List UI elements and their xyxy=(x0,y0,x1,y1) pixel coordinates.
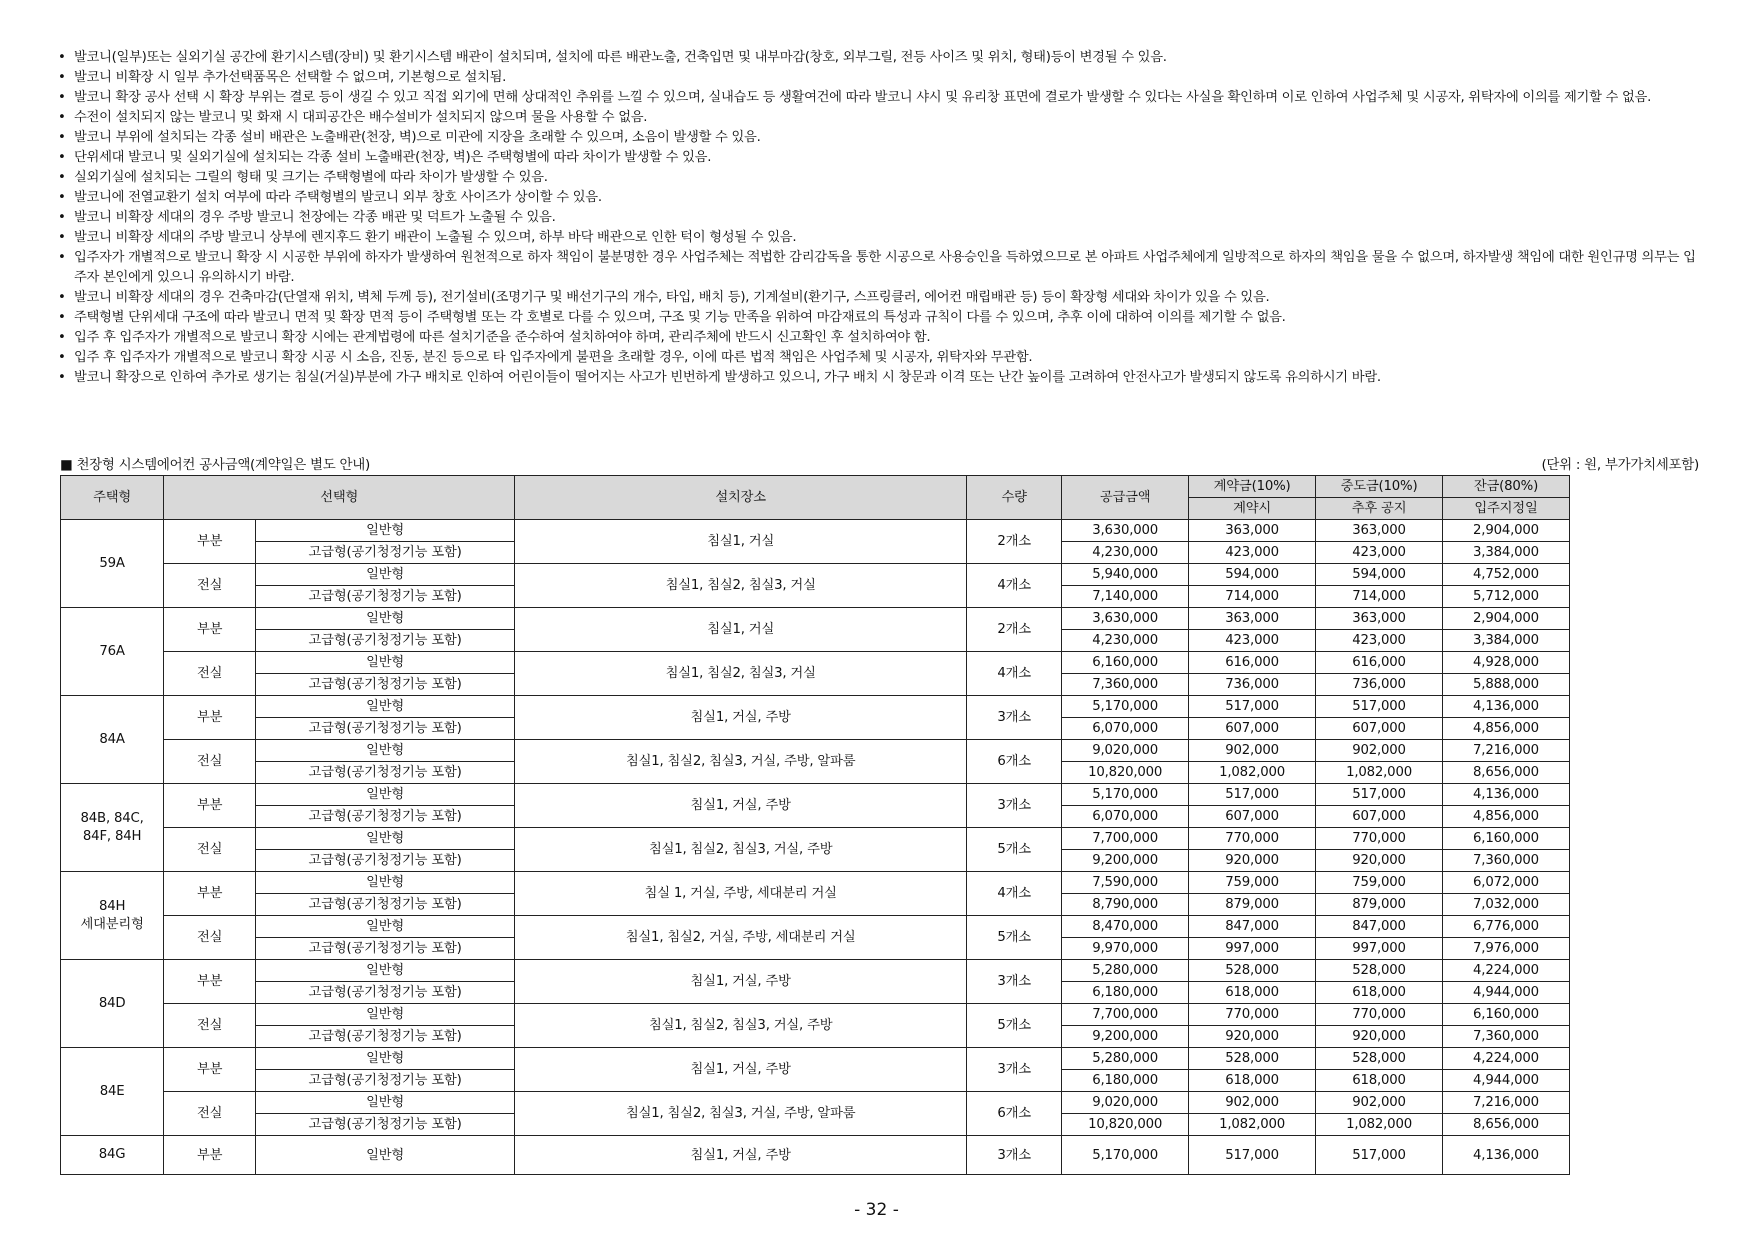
supply-cell: 10,820,000 xyxy=(1062,1114,1189,1136)
grade-cell: 고급형(공기청정기능 포함) xyxy=(256,674,515,696)
scope-cell: 전실 xyxy=(164,564,256,608)
interim-cell: 920,000 xyxy=(1316,1026,1443,1048)
deposit-cell: 517,000 xyxy=(1189,784,1316,806)
supply-cell: 6,070,000 xyxy=(1062,718,1189,740)
note-item xyxy=(58,88,1708,108)
deposit-cell: 997,000 xyxy=(1189,938,1316,960)
supply-cell: 7,700,000 xyxy=(1062,828,1189,850)
deposit-cell: 517,000 xyxy=(1189,696,1316,718)
deposit-cell: 594,000 xyxy=(1189,564,1316,586)
balance-cell: 7,032,000 xyxy=(1443,894,1570,916)
supply-cell: 6,070,000 xyxy=(1062,806,1189,828)
grade-cell: 일반형 xyxy=(256,1136,515,1175)
grade-cell: 고급형(공기청정기능 포함) xyxy=(256,630,515,652)
deposit-cell: 902,000 xyxy=(1189,1092,1316,1114)
balance-cell: 5,712,000 xyxy=(1443,586,1570,608)
location-cell: 침실1, 거실 xyxy=(515,520,967,564)
supply-cell: 5,280,000 xyxy=(1062,1048,1189,1070)
bullet-icon: • xyxy=(58,310,66,325)
location-cell: 침실1, 거실, 주방 xyxy=(515,784,967,828)
qty-cell: 6개소 xyxy=(967,740,1062,784)
grade-cell: 일반형 xyxy=(256,696,515,718)
balance-cell: 6,776,000 xyxy=(1443,916,1570,938)
qty-cell: 4개소 xyxy=(967,564,1062,608)
grade-cell: 고급형(공기청정기능 포함) xyxy=(256,938,515,960)
balance-cell: 7,360,000 xyxy=(1443,850,1570,872)
interim-cell: 770,000 xyxy=(1316,1004,1443,1026)
scope-cell: 부분 xyxy=(164,960,256,1004)
qty-cell: 5개소 xyxy=(967,1004,1062,1048)
deposit-cell: 423,000 xyxy=(1189,630,1316,652)
supply-cell: 5,170,000 xyxy=(1062,696,1189,718)
note-item xyxy=(58,348,1708,368)
location-cell: 침실1, 거실, 주방 xyxy=(515,696,967,740)
balance-cell: 5,888,000 xyxy=(1443,674,1570,696)
supply-cell: 6,160,000 xyxy=(1062,652,1189,674)
balance-cell: 4,136,000 xyxy=(1443,784,1570,806)
interim-cell: 879,000 xyxy=(1316,894,1443,916)
scope-cell: 부분 xyxy=(164,696,256,740)
deposit-cell: 607,000 xyxy=(1189,806,1316,828)
scope-cell: 전실 xyxy=(164,652,256,696)
deposit-cell: 528,000 xyxy=(1189,960,1316,982)
note-item xyxy=(58,308,1708,328)
bullet-icon: • xyxy=(58,130,66,145)
location-cell: 침실1, 침실2, 거실, 주방, 세대분리 거실 xyxy=(515,916,967,960)
supply-cell: 7,590,000 xyxy=(1062,872,1189,894)
note-text: 발코니 비확장 세대의 주방 발코니 상부에 렌지후드 환기 배관이 노출될 수 있으며, 하부 바닥 배관으로 인한 턱이 형성될 수 있음. xyxy=(74,230,797,245)
bullet-icon: • xyxy=(58,70,66,85)
scope-cell: 부분 xyxy=(164,608,256,652)
qty-cell: 3개소 xyxy=(967,960,1062,1004)
grade-cell: 고급형(공기청정기능 포함) xyxy=(256,1114,515,1136)
note-text: 단위세대 발코니 및 실외기실에 설치되는 각종 설비 노출배관(천장, 벽)은 주택형별에 따라 차이가 발생할 수 있음. xyxy=(74,150,712,165)
table-row xyxy=(61,740,1697,762)
supply-cell: 7,700,000 xyxy=(1062,1004,1189,1026)
interim-cell: 902,000 xyxy=(1316,740,1443,762)
header-type: 주택형 xyxy=(61,476,164,520)
scope-cell: 전실 xyxy=(164,828,256,872)
grade-cell: 고급형(공기청정기능 포함) xyxy=(256,542,515,564)
grade-cell: 고급형(공기청정기능 포함) xyxy=(256,850,515,872)
balance-cell: 4,224,000 xyxy=(1443,960,1570,982)
house-type-cell: 84A xyxy=(61,696,164,784)
location-cell: 침실 1, 거실, 주방, 세대분리 거실 xyxy=(515,872,967,916)
deposit-cell: 759,000 xyxy=(1189,872,1316,894)
grade-cell: 일반형 xyxy=(256,520,515,542)
note-item xyxy=(58,188,1708,208)
supply-cell: 7,360,000 xyxy=(1062,674,1189,696)
deposit-cell: 618,000 xyxy=(1189,1070,1316,1092)
scope-cell: 전실 xyxy=(164,740,256,784)
scope-cell: 부분 xyxy=(164,784,256,828)
supply-cell: 6,180,000 xyxy=(1062,982,1189,1004)
qty-cell: 2개소 xyxy=(967,608,1062,652)
header-option: 선택형 xyxy=(164,476,515,520)
interim-cell: 736,000 xyxy=(1316,674,1443,696)
header-qty: 수량 xyxy=(967,476,1062,520)
table-row xyxy=(61,1048,1697,1070)
balance-cell: 4,136,000 xyxy=(1443,696,1570,718)
table-row xyxy=(61,608,1697,630)
supply-cell: 6,180,000 xyxy=(1062,1070,1189,1092)
qty-cell: 5개소 xyxy=(967,828,1062,872)
grade-cell: 일반형 xyxy=(256,608,515,630)
interim-cell: 847,000 xyxy=(1316,916,1443,938)
deposit-cell: 363,000 xyxy=(1189,608,1316,630)
table-row xyxy=(61,828,1697,850)
deposit-cell: 618,000 xyxy=(1189,982,1316,1004)
header-interim-when: 추후 공지 xyxy=(1316,498,1443,520)
bullet-icon: • xyxy=(58,110,66,125)
header-interim: 중도금(10%) xyxy=(1316,476,1443,498)
deposit-cell: 902,000 xyxy=(1189,740,1316,762)
balance-cell: 7,360,000 xyxy=(1443,1026,1570,1048)
balance-cell: 4,752,000 xyxy=(1443,564,1570,586)
supply-cell: 10,820,000 xyxy=(1062,762,1189,784)
grade-cell: 고급형(공기청정기능 포함) xyxy=(256,806,515,828)
interim-cell: 902,000 xyxy=(1316,1092,1443,1114)
bullet-icon: • xyxy=(58,90,66,105)
grade-cell: 일반형 xyxy=(256,1092,515,1114)
table-row xyxy=(61,652,1697,674)
location-cell: 침실1, 침실2, 침실3, 거실, 주방, 알파룸 xyxy=(515,1092,967,1136)
aircon-price-table xyxy=(60,475,1697,1175)
note-text: 발코니 비확장 시 일부 추가선택품목은 선택할 수 없으며, 기본형으로 설치됨. xyxy=(74,70,507,85)
location-cell: 침실1, 침실2, 침실3, 거실, 주방 xyxy=(515,828,967,872)
bullet-icon: • xyxy=(58,170,66,185)
scope-cell: 전실 xyxy=(164,1004,256,1048)
interim-cell: 770,000 xyxy=(1316,828,1443,850)
notes-list xyxy=(58,48,1708,388)
location-cell: 침실1, 침실2, 침실3, 거실 xyxy=(515,652,967,696)
supply-cell: 3,630,000 xyxy=(1062,608,1189,630)
deposit-cell: 920,000 xyxy=(1189,850,1316,872)
grade-cell: 일반형 xyxy=(256,1048,515,1070)
interim-cell: 920,000 xyxy=(1316,850,1443,872)
grade-cell: 고급형(공기청정기능 포함) xyxy=(256,982,515,1004)
supply-cell: 5,940,000 xyxy=(1062,564,1189,586)
supply-cell: 9,020,000 xyxy=(1062,1092,1189,1114)
grade-cell: 고급형(공기청정기능 포함) xyxy=(256,762,515,784)
grade-cell: 일반형 xyxy=(256,652,515,674)
bullet-icon: • xyxy=(58,350,66,365)
balance-cell: 4,928,000 xyxy=(1443,652,1570,674)
grade-cell: 고급형(공기청정기능 포함) xyxy=(256,586,515,608)
supply-cell: 5,170,000 xyxy=(1062,1136,1189,1175)
location-cell: 침실1, 침실2, 침실3, 거실, 주방, 알파룸 xyxy=(515,740,967,784)
location-cell: 침실1, 침실2, 침실3, 거실, 주방 xyxy=(515,1004,967,1048)
scope-cell: 부분 xyxy=(164,1048,256,1092)
note-text: 주택형별 단위세대 구조에 따라 발코니 면적 및 확장 면적 등이 주택형별 또는 각 호별로 다를 수 있으며, 구조 및 기능 만족을 위하여 마감재료의 특성과 규칙이 다를 수 있으며, 추후 이에 대하여 이의를 제기할 수 없음. xyxy=(74,310,1286,325)
header-supply: 공급금액 xyxy=(1062,476,1189,520)
grade-cell: 일반형 xyxy=(256,872,515,894)
bullet-icon: • xyxy=(58,50,66,65)
note-text: 발코니 비확장 세대의 경우 건축마감(단열재 위치, 벽체 두께 등), 전기설비(조명기구 및 배선기구의 개수, 타입, 배치 등), 기계설비(환기구, 스프링클러, 에어컨 매립배관 등) 등이 확장형 세대와 차이가 있을 수 있음. xyxy=(74,290,1270,305)
interim-cell: 714,000 xyxy=(1316,586,1443,608)
interim-cell: 363,000 xyxy=(1316,520,1443,542)
section-title: ■ 천장형 시스템에어컨 공사금액(계약일은 별도 안내) xyxy=(60,457,370,473)
deposit-cell: 607,000 xyxy=(1189,718,1316,740)
note-item xyxy=(58,148,1708,168)
supply-cell: 4,230,000 xyxy=(1062,630,1189,652)
grade-cell: 고급형(공기청정기능 포함) xyxy=(256,1026,515,1048)
grade-cell: 고급형(공기청정기능 포함) xyxy=(256,1070,515,1092)
scope-cell: 부분 xyxy=(164,520,256,564)
note-text: 실외기실에 설치되는 그릴의 형태 및 크기는 주택형별에 따라 차이가 발생할 수 있음. xyxy=(74,170,548,185)
interim-cell: 423,000 xyxy=(1316,542,1443,564)
balance-cell: 4,944,000 xyxy=(1443,1070,1570,1092)
bullet-icon: • xyxy=(58,330,66,345)
interim-cell: 1,082,000 xyxy=(1316,762,1443,784)
supply-cell: 9,200,000 xyxy=(1062,850,1189,872)
table-row xyxy=(61,784,1697,806)
note-text: 발코니 확장 공사 선택 시 확장 부위는 결로 등이 생길 수 있고 직접 외기에 면해 상대적인 추위를 느낄 수 있으며, 실내습도 등 생활여건에 따라 발코니 샤시 및 유리창 표면에 결로가 발생할 수 있다는 사실을 확인하며 이로 인하여 사업주체 및 시공자, 위탁자에 이의를 제기할 수 없음. xyxy=(74,90,1652,105)
balance-cell: 4,136,000 xyxy=(1443,1136,1570,1175)
supply-cell: 8,790,000 xyxy=(1062,894,1189,916)
balance-cell: 7,216,000 xyxy=(1443,740,1570,762)
balance-cell: 8,656,000 xyxy=(1443,762,1570,784)
table-header xyxy=(61,476,1697,520)
balance-cell: 3,384,000 xyxy=(1443,542,1570,564)
page-number: - 32 - xyxy=(854,1200,899,1220)
balance-cell: 2,904,000 xyxy=(1443,520,1570,542)
deposit-cell: 879,000 xyxy=(1189,894,1316,916)
balance-cell: 7,976,000 xyxy=(1443,938,1570,960)
note-item xyxy=(58,168,1708,188)
note-item xyxy=(58,48,1708,68)
grade-cell: 고급형(공기청정기능 포함) xyxy=(256,894,515,916)
note-text: 발코니에 전열교환기 설치 여부에 따라 주택형별의 발코니 외부 창호 사이즈가 상이할 수 있음. xyxy=(74,190,602,205)
house-type-cell: 84D xyxy=(61,960,164,1048)
house-type-cell: 84H 세대분리형 xyxy=(61,872,164,960)
header-balance: 잔금(80%) xyxy=(1443,476,1570,498)
note-item xyxy=(58,208,1708,228)
interim-cell: 423,000 xyxy=(1316,630,1443,652)
qty-cell: 3개소 xyxy=(967,784,1062,828)
note-item xyxy=(58,248,1708,288)
grade-cell: 고급형(공기청정기능 포함) xyxy=(256,718,515,740)
deposit-cell: 616,000 xyxy=(1189,652,1316,674)
note-text: 발코니(일부)또는 실외기실 공간에 환기시스템(장비) 및 환기시스템 배관이 설치되며, 설치에 따른 배관노출, 건축입면 및 내부마감(창호, 외부그릴, 전등 사이즈 및 위치, 형태)등이 변경될 수 있음. xyxy=(74,50,1167,65)
note-text: 발코니 비확장 세대의 경우 주방 발코니 천장에는 각종 배관 및 덕트가 노출될 수 있음. xyxy=(74,210,556,225)
balance-cell: 4,856,000 xyxy=(1443,806,1570,828)
deposit-cell: 517,000 xyxy=(1189,1136,1316,1175)
table-row xyxy=(61,960,1697,982)
interim-cell: 517,000 xyxy=(1316,784,1443,806)
scope-cell: 전실 xyxy=(164,916,256,960)
balance-cell: 4,224,000 xyxy=(1443,1048,1570,1070)
balance-cell: 2,904,000 xyxy=(1443,608,1570,630)
qty-cell: 4개소 xyxy=(967,872,1062,916)
qty-cell: 3개소 xyxy=(967,1048,1062,1092)
table-row xyxy=(61,696,1697,718)
note-item xyxy=(58,68,1708,88)
qty-cell: 6개소 xyxy=(967,1092,1062,1136)
deposit-cell: 736,000 xyxy=(1189,674,1316,696)
deposit-cell: 714,000 xyxy=(1189,586,1316,608)
location-cell: 침실1, 거실, 주방 xyxy=(515,1048,967,1092)
deposit-cell: 847,000 xyxy=(1189,916,1316,938)
interim-cell: 528,000 xyxy=(1316,960,1443,982)
balance-cell: 7,216,000 xyxy=(1443,1092,1570,1114)
header-location: 설치장소 xyxy=(515,476,967,520)
grade-cell: 일반형 xyxy=(256,960,515,982)
note-item xyxy=(58,108,1708,128)
grade-cell: 일반형 xyxy=(256,564,515,586)
bullet-icon: • xyxy=(58,210,66,225)
note-text: 수전이 설치되지 않는 발코니 및 화재 시 대피공간은 배수설비가 설치되지 않으며 물을 사용할 수 없음. xyxy=(74,110,648,125)
supply-cell: 5,280,000 xyxy=(1062,960,1189,982)
table-row xyxy=(61,1092,1697,1114)
supply-cell: 5,170,000 xyxy=(1062,784,1189,806)
supply-cell: 8,470,000 xyxy=(1062,916,1189,938)
deposit-cell: 423,000 xyxy=(1189,542,1316,564)
grade-cell: 일반형 xyxy=(256,784,515,806)
deposit-cell: 528,000 xyxy=(1189,1048,1316,1070)
table-row xyxy=(61,564,1697,586)
interim-cell: 759,000 xyxy=(1316,872,1443,894)
supply-cell: 7,140,000 xyxy=(1062,586,1189,608)
balance-cell: 6,160,000 xyxy=(1443,828,1570,850)
table-row xyxy=(61,520,1697,542)
supply-cell: 4,230,000 xyxy=(1062,542,1189,564)
grade-cell: 일반형 xyxy=(256,1004,515,1026)
interim-cell: 616,000 xyxy=(1316,652,1443,674)
interim-cell: 618,000 xyxy=(1316,982,1443,1004)
location-cell: 침실1, 침실2, 침실3, 거실 xyxy=(515,564,967,608)
bullet-icon: • xyxy=(58,250,66,265)
grade-cell: 일반형 xyxy=(256,740,515,762)
house-type-cell: 84E xyxy=(61,1048,164,1136)
interim-cell: 1,082,000 xyxy=(1316,1114,1443,1136)
note-item xyxy=(58,328,1708,348)
supply-cell: 9,970,000 xyxy=(1062,938,1189,960)
table-row xyxy=(61,1136,1697,1175)
header-deposit: 계약금(10%) xyxy=(1189,476,1316,498)
balance-cell: 6,072,000 xyxy=(1443,872,1570,894)
qty-cell: 2개소 xyxy=(967,520,1062,564)
table-row xyxy=(61,872,1697,894)
unit-note: (단위 : 원, 부가가치세포함) xyxy=(1541,457,1699,473)
grade-cell: 일반형 xyxy=(256,916,515,938)
scope-cell: 부분 xyxy=(164,1136,256,1175)
bullet-icon: • xyxy=(58,370,66,385)
header-deposit-when: 계약시 xyxy=(1189,498,1316,520)
deposit-cell: 770,000 xyxy=(1189,1004,1316,1026)
note-item xyxy=(58,368,1708,388)
table-body xyxy=(61,520,1697,1175)
qty-cell: 3개소 xyxy=(967,696,1062,740)
bullet-icon: • xyxy=(58,190,66,205)
note-item xyxy=(58,288,1708,308)
note-item xyxy=(58,128,1708,148)
bullet-icon: • xyxy=(58,150,66,165)
deposit-cell: 770,000 xyxy=(1189,828,1316,850)
deposit-cell: 1,082,000 xyxy=(1189,1114,1316,1136)
supply-cell: 9,200,000 xyxy=(1062,1026,1189,1048)
grade-cell: 일반형 xyxy=(256,828,515,850)
bullet-icon: • xyxy=(58,230,66,245)
deposit-cell: 1,082,000 xyxy=(1189,762,1316,784)
interim-cell: 517,000 xyxy=(1316,1136,1443,1175)
interim-cell: 997,000 xyxy=(1316,938,1443,960)
note-text: 입주 후 입주자가 개별적으로 발코니 확장 시에는 관계법령에 따른 설치기준을 준수하여 설치하여야 하며, 관리주체에 반드시 신고확인 후 설치하여야 함. xyxy=(74,330,931,345)
interim-cell: 607,000 xyxy=(1316,718,1443,740)
qty-cell: 3개소 xyxy=(967,1136,1062,1175)
balance-cell: 6,160,000 xyxy=(1443,1004,1570,1026)
scope-cell: 부분 xyxy=(164,872,256,916)
qty-cell: 4개소 xyxy=(967,652,1062,696)
interim-cell: 618,000 xyxy=(1316,1070,1443,1092)
table-row xyxy=(61,1004,1697,1026)
qty-cell: 5개소 xyxy=(967,916,1062,960)
note-text: 입주자가 개별적으로 발코니 확장 시 시공한 부위에 하자가 발생하여 원천적으로 하자 책임이 불분명한 경우 사업주체는 적법한 감리감독을 통한 시공으로 사용승인을 득하였으므로 본 아파트 사업주체에게 일방적으로 하자의 책임을 물을 수 없으며, 하자발생 책임에 대한 원인규명 의무는 입주자 본인에게 있으니 유의하시기 바람. xyxy=(74,250,1696,285)
supply-cell: 9,020,000 xyxy=(1062,740,1189,762)
table-row xyxy=(61,916,1697,938)
house-type-cell: 84B, 84C, 84F, 84H xyxy=(61,784,164,872)
scope-cell: 전실 xyxy=(164,1092,256,1136)
house-type-cell: 76A xyxy=(61,608,164,696)
deposit-cell: 920,000 xyxy=(1189,1026,1316,1048)
interim-cell: 607,000 xyxy=(1316,806,1443,828)
location-cell: 침실1, 거실 xyxy=(515,608,967,652)
header-balance-when: 입주지정일 xyxy=(1443,498,1570,520)
interim-cell: 517,000 xyxy=(1316,696,1443,718)
balance-cell: 4,856,000 xyxy=(1443,718,1570,740)
note-text: 발코니 확장으로 인하여 추가로 생기는 침실(거실)부분에 가구 배치로 인하여 어린이들이 떨어지는 사고가 빈번하게 발생하고 있으니, 가구 배치 시 창문과 이격 또는 난간 높이를 고려하여 안전사고가 발생되지 않도록 유의하시기 바람. xyxy=(74,370,1381,385)
location-cell: 침실1, 거실, 주방 xyxy=(515,960,967,1004)
deposit-cell: 363,000 xyxy=(1189,520,1316,542)
interim-cell: 363,000 xyxy=(1316,608,1443,630)
house-type-cell: 59A xyxy=(61,520,164,608)
note-text: 입주 후 입주자가 개별적으로 발코니 확장 시공 시 소음, 진동, 분진 등으로 타 입주자에게 불편을 초래할 경우, 이에 따른 법적 책임은 사업주체 및 시공자, 위탁자와 무관함. xyxy=(74,350,1033,365)
house-type-cell: 84G xyxy=(61,1136,164,1175)
interim-cell: 594,000 xyxy=(1316,564,1443,586)
bullet-icon: • xyxy=(58,290,66,305)
note-item xyxy=(58,228,1708,248)
supply-cell: 3,630,000 xyxy=(1062,520,1189,542)
balance-cell: 4,944,000 xyxy=(1443,982,1570,1004)
location-cell: 침실1, 거실, 주방 xyxy=(515,1136,967,1175)
interim-cell: 528,000 xyxy=(1316,1048,1443,1070)
balance-cell: 8,656,000 xyxy=(1443,1114,1570,1136)
note-text: 발코니 부위에 설치되는 각종 설비 배관은 노출배관(천장, 벽)으로 미관에 지장을 초래할 수 있으며, 소음이 발생할 수 있음. xyxy=(74,130,761,145)
balance-cell: 3,384,000 xyxy=(1443,630,1570,652)
